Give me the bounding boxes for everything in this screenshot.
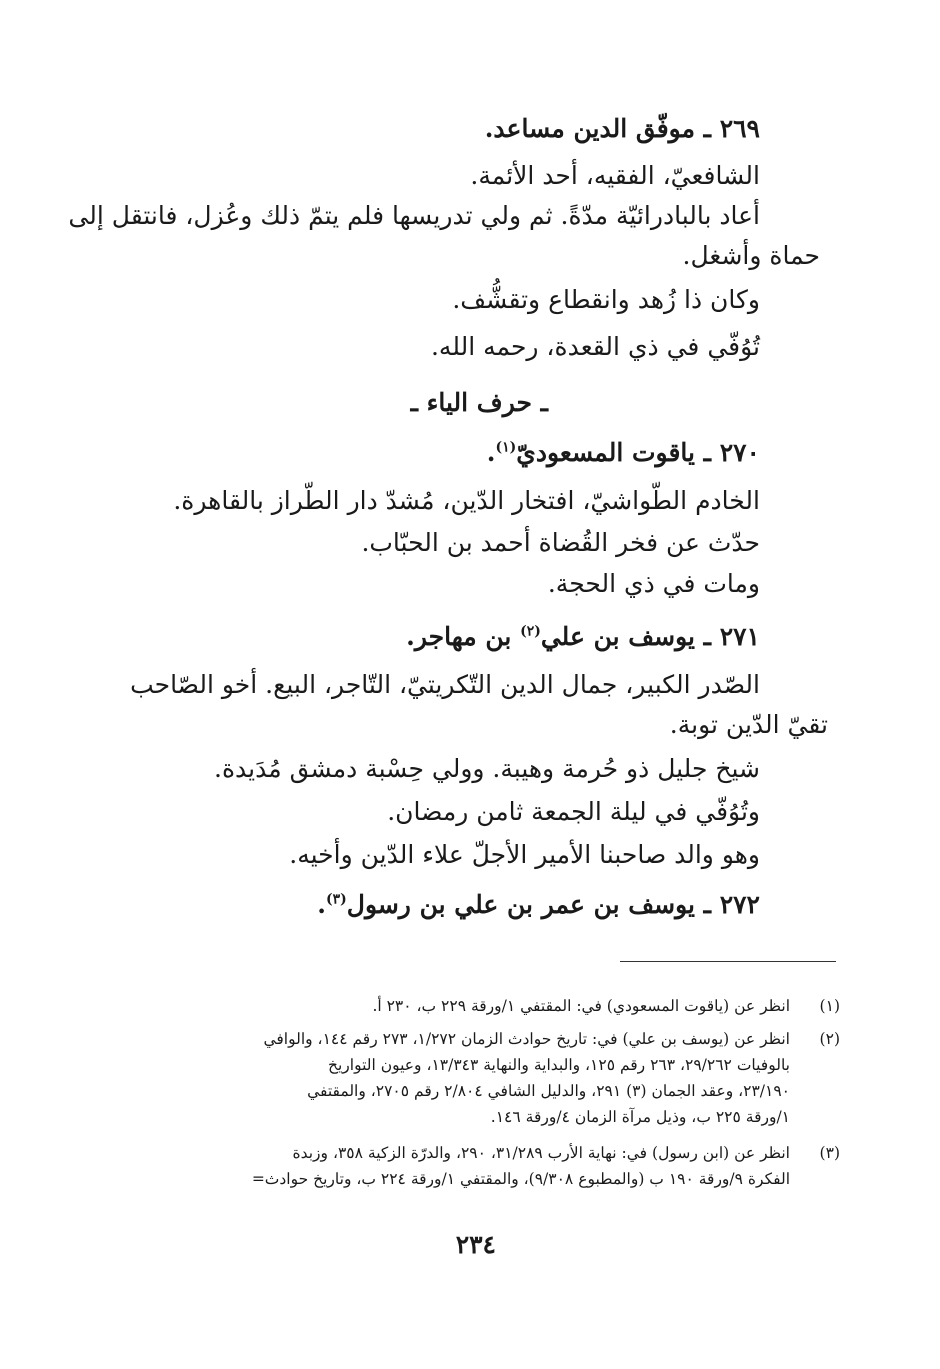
footnote-number: (٣) <box>819 1144 840 1162</box>
footnote-line: انظر عن (ياقوت المسعودي) في: المقتفي ١/ورقة ٢٢٩ ب، ٢٣٠ أ. <box>372 997 790 1015</box>
entry-269-line: تُوُفّي في ذي القعدة، رحمه الله. <box>430 332 760 361</box>
entry-270-heading-tail: . <box>486 438 496 467</box>
entry-271-line: الصّدر الكبير، جمال الدين التّكريتيّ، التّاجر، البيع. أخو الصّاحب <box>130 670 760 699</box>
entry-269-line: الشافعيّ، الفقيه، أحد الأئمة. <box>470 161 760 190</box>
entry-270-heading <box>487 436 760 470</box>
entry-272-heading <box>317 888 760 922</box>
entry-269-line: أعاد بالبادرائيّة مدّةً. ثم ولي تدريسها فلم يتمّ ذلك وعُزل، فانتقل إلى <box>68 201 760 230</box>
entry-271-line: تقيّ الدّين توبة. <box>669 710 828 739</box>
footnote-ref-1[interactable]: (١) <box>495 439 517 456</box>
footnote-divider <box>620 961 836 962</box>
entry-271-heading-text: ٢٧١ ـ يوسف بن علي <box>540 622 760 651</box>
entry-270-line: حدّث عن فخر القُضاة أحمد بن الحبّاب. <box>361 528 760 557</box>
footnote-line: ١/ورقة ٢٢٥ ب، وذيل مرآة الزمان ٤/ورقة ١٤٦. <box>490 1108 790 1126</box>
entry-269-heading: ٢٦٩ ـ موفّق الدين مساعد. <box>484 114 760 143</box>
footnote-number: (١) <box>819 997 840 1015</box>
entry-271-line: وهو والد صاحبنا الأمير الأجلّ علاء الدّين وأخيه. <box>289 840 760 869</box>
entry-269-line: حماة وأشغل. <box>682 241 820 270</box>
entry-269-line: وكان ذا زُهد وانقطاع وتقشُّف. <box>452 285 760 314</box>
entry-271-heading <box>406 620 760 654</box>
footnote-line: الفكرة ٩/ورقة ١٩٠ ب (والمطبوع ٩/٣٠٨)، والمقتفي ١/ورقة ٢٢٤ ب، وتاريخ حوادث= <box>251 1170 790 1188</box>
entry-271-line: شيخ جليل ذو حُرمة وهيبة. وولي حِسْبة دمشق مُدَيدة. <box>214 754 760 783</box>
entry-272-heading-tail: . <box>317 890 326 919</box>
footnote-ref-3[interactable]: (٣) <box>326 891 347 908</box>
footnote-ref-2[interactable]: (٢) <box>520 623 541 640</box>
footnote-line: انظر عن (ابن رسول) في: نهاية الأرب ٣١/٢٨٩، ٢٩٠، والدرّة الزكية ٣٥٨، وزبدة <box>292 1144 790 1162</box>
entry-270-heading-text: ٢٧٠ ـ ياقوت المسعوديّ <box>516 438 760 467</box>
entry-272-heading-text: ٢٧٢ ـ يوسف بن عمر بن علي بن رسول <box>346 890 760 919</box>
section-title: ـ حرف الياء ـ <box>410 388 548 417</box>
entry-271-heading-tail: بن مهاجر. <box>406 622 521 651</box>
footnote-line: انظر عن (يوسف بن علي) في: تاريخ حوادث الزمان ١/٢٧٢، ٢٧٣ رقم ١٤٤، والوافي <box>263 1030 790 1048</box>
footnote-line: ٢٣/١٩٠، وعقد الجمان (٣) ٢٩١، والدليل الشافي ٢/٨٠٤ رقم ٢٧٠٥، والمقتفي <box>307 1082 790 1100</box>
entry-270-line: ومات في ذي الحجة. <box>547 569 760 598</box>
footnote-number: (٢) <box>819 1030 840 1048</box>
page-number: ٢٣٤ <box>455 1230 496 1259</box>
footnote-line: بالوفيات ٢٩/٢٦٢، ٢٦٣ رقم ١٢٥، والبداية والنهاية ١٣/٣٤٣، وعيون التواريخ <box>327 1056 790 1074</box>
entry-271-line: وتُوُفّي في ليلة الجمعة ثامن رمضان. <box>387 797 760 826</box>
entry-270-line: الخادم الطّواشيّ، افتخار الدّين، مُشدّ دار الطّراز بالقاهرة. <box>173 486 760 515</box>
